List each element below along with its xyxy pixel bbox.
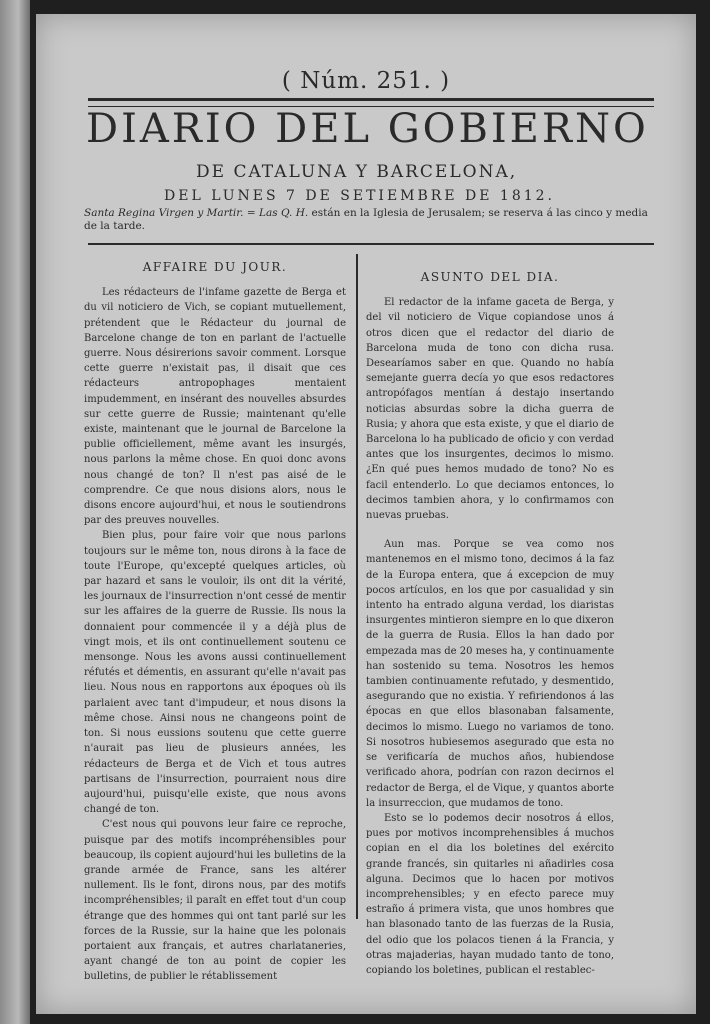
notice-separator: = bbox=[246, 207, 256, 219]
right-paragraph: El redactor de la infame gaceta de Berga, y del vil noticiero de Vique copiandose unos á otros dicen que el redactor del diario de Barcelona muda de tono con dicha rusa. Desearíamos saber en que. Quando no había semejante guerra decía yo que esos redactores antropófagos mentían á destajo insertando noticias absurdas sobre la dicha guerra de Rusia; y ahora que esta existe, y que el diario de Barcelona lo ha publicado de oficio y con verdad antes que los insurgentes, decimos lo mismo. ¿En qué pues hemos mudado de tono? No es facil entenderlo. Lo que deciamos entonces, lo decimos tambien ahora, y lo confirmamos con nuevas pruebas. bbox=[366, 297, 614, 522]
devotion-label: Las Q. H. bbox=[258, 207, 309, 219]
left-paragraph: Les rédacteurs de l'infame gazette de Berga et du vil noticiero de Vich, se copiant mutuellement, prétendent que le Rédacteur du journal de Barcelone change de ton en parlant de l'actuelle guerre. Nous désirerions savoir comment. Lorsque cette guerre n'existait pas, il disait que ces rédacteurs antropophages mentaient impudemment, en insérant des nouvelles absurdes sur cette guerre de Russie; maintenant qu'elle existe, maintenant que le journal de Barcelone la publie officiellement, même avant les insurgés, nous parlons la même chose. En quoi donc avons nous changé de ton? Il n'est pas aisé de le comprendre. Ce que nous disions alors, nous le disons encore aujourd'hui, et nous le soutiendrons par des preuves nouvelles. bbox=[84, 287, 346, 527]
right-column-heading: ASUNTO DEL DIA. bbox=[420, 270, 560, 284]
left-paragraph: C'est nous qui pouvons leur faire ce reproche, puisque par des motifs incompréhensibles pour beaucoup, ils copient aujourd'hui les bulletins de la grande armée de France, sans les altérer nullement. Ils le font, dirons nous, par des motifs incompréhensibles; il paraît en effet tout d'un coup étrange que des hommes qui ont tant parlé sur les forces de la Russie, sur la haine que les polonais portaient aux français, et autres charlataneries, ayant changé de ton au point de copier les bulletins, de publier le rétablissement bbox=[84, 819, 346, 983]
left-column-heading: AFFAIRE DU JOUR. bbox=[142, 260, 288, 274]
right-paragraph: Aun mas. Porque se vea como nos mantenemos en el mismo tono, decimos á la faz de la Europa entera, que á excepcion de muy pocos artículos, en los que por casualidad y sin intento ha entrado alguna verdad, los diaristas insurgentes mintieron siempre en lo que dixeron de la guerra de Rusia. Ellos la han dado por empezada mas de 20 meses ha, y continuamente han sostenido su tema. Nosotros les hemos tambien continuamente refutado, y desmentido, asegurando que no existia. Y refiriendonos á las épocas en que ellos blasonaban falsamente, decimos lo mismo. Luego no variamos de tono. Si nosotros hubiesemos asegurado que esta no se verificaría de muchos años, hubiendose verificado ahora, podrían con razon decirnos el redactor de Berga, el de Vique, y quantos aborte la insurreccion, que mudamos de tono. bbox=[366, 539, 614, 809]
saint-of-day: Santa Regina Virgen y Martir. bbox=[84, 207, 244, 219]
left-column-french bbox=[84, 250, 346, 985]
issue-number: ( Núm. 251. ) bbox=[281, 68, 451, 94]
header-rule bbox=[88, 243, 654, 245]
dateline: DEL LUNES 7 DE SETIEMBRE DE 1812. bbox=[164, 188, 555, 204]
column-divider bbox=[356, 254, 358, 919]
right-paragraph: Esto se lo podemos decir nosotros á ellos, pues por motivos incomprehensibles á muchos copian en el dia los boletines del exército grande francés, sin quitarles ni añadirles cosa alguna. Decimos que lo hacen por motivos incomprehensibles; y en efecto parece muy estraño á primera vista, que unos hombres que han blasonado tanto de las fuerzas de la Rusia, del odio que los polacos tienen á la Francia, y otras majaderias, hayan mudado tanto de tono, copiando los boletines, publican el restablec- bbox=[366, 812, 614, 976]
newspaper-page bbox=[36, 14, 696, 1014]
masthead-title: DIARIO DEL GOBIERNO bbox=[86, 106, 649, 152]
adjacent-page-edge bbox=[0, 0, 30, 1024]
right-column-spanish bbox=[366, 270, 614, 978]
left-paragraph: Bien plus, pour faire voir que nous parlons toujours sur le même ton, nous dirons à la face de toute l'Europe, qu'excepté quelques articles, où par hazard et sans le vouloir, ils ont dit la vérité, les journaux de l'insurrection n'ont cessé de mentir sur les affaires de la guerre de Russie. Ils nous la donnaient pour commencée il y a déjà plus de vingt mois, et ils ont continuellement soutenu ce mensonge. Nous les avons aussi continuellement réfutés et démentis, en assurant qu'elle n'avait pas lieu. Nous nous en rapportons aux époques où ils parlaient avec tant d'impudeur, et nous disons la même chose. Ainsi nous ne changeons point de ton. Si nous eussions soutenu que cette guerre n'aurait pas lieu de plusieurs années, les rédacteurs de Berga et de Vich et tous autres partisans de l'insurrection, pourraient nous dire aujourd'hui, puisqu'elle existe, que nous avons changé de ton. bbox=[84, 530, 346, 816]
notice-text: están en la Iglesia de Jerusalem; se reserva á las cinco y media de la tarde. bbox=[84, 207, 648, 232]
saint-notice bbox=[84, 207, 654, 233]
masthead-subtitle: DE CATALUNA Y BARCELONA, bbox=[196, 162, 518, 182]
